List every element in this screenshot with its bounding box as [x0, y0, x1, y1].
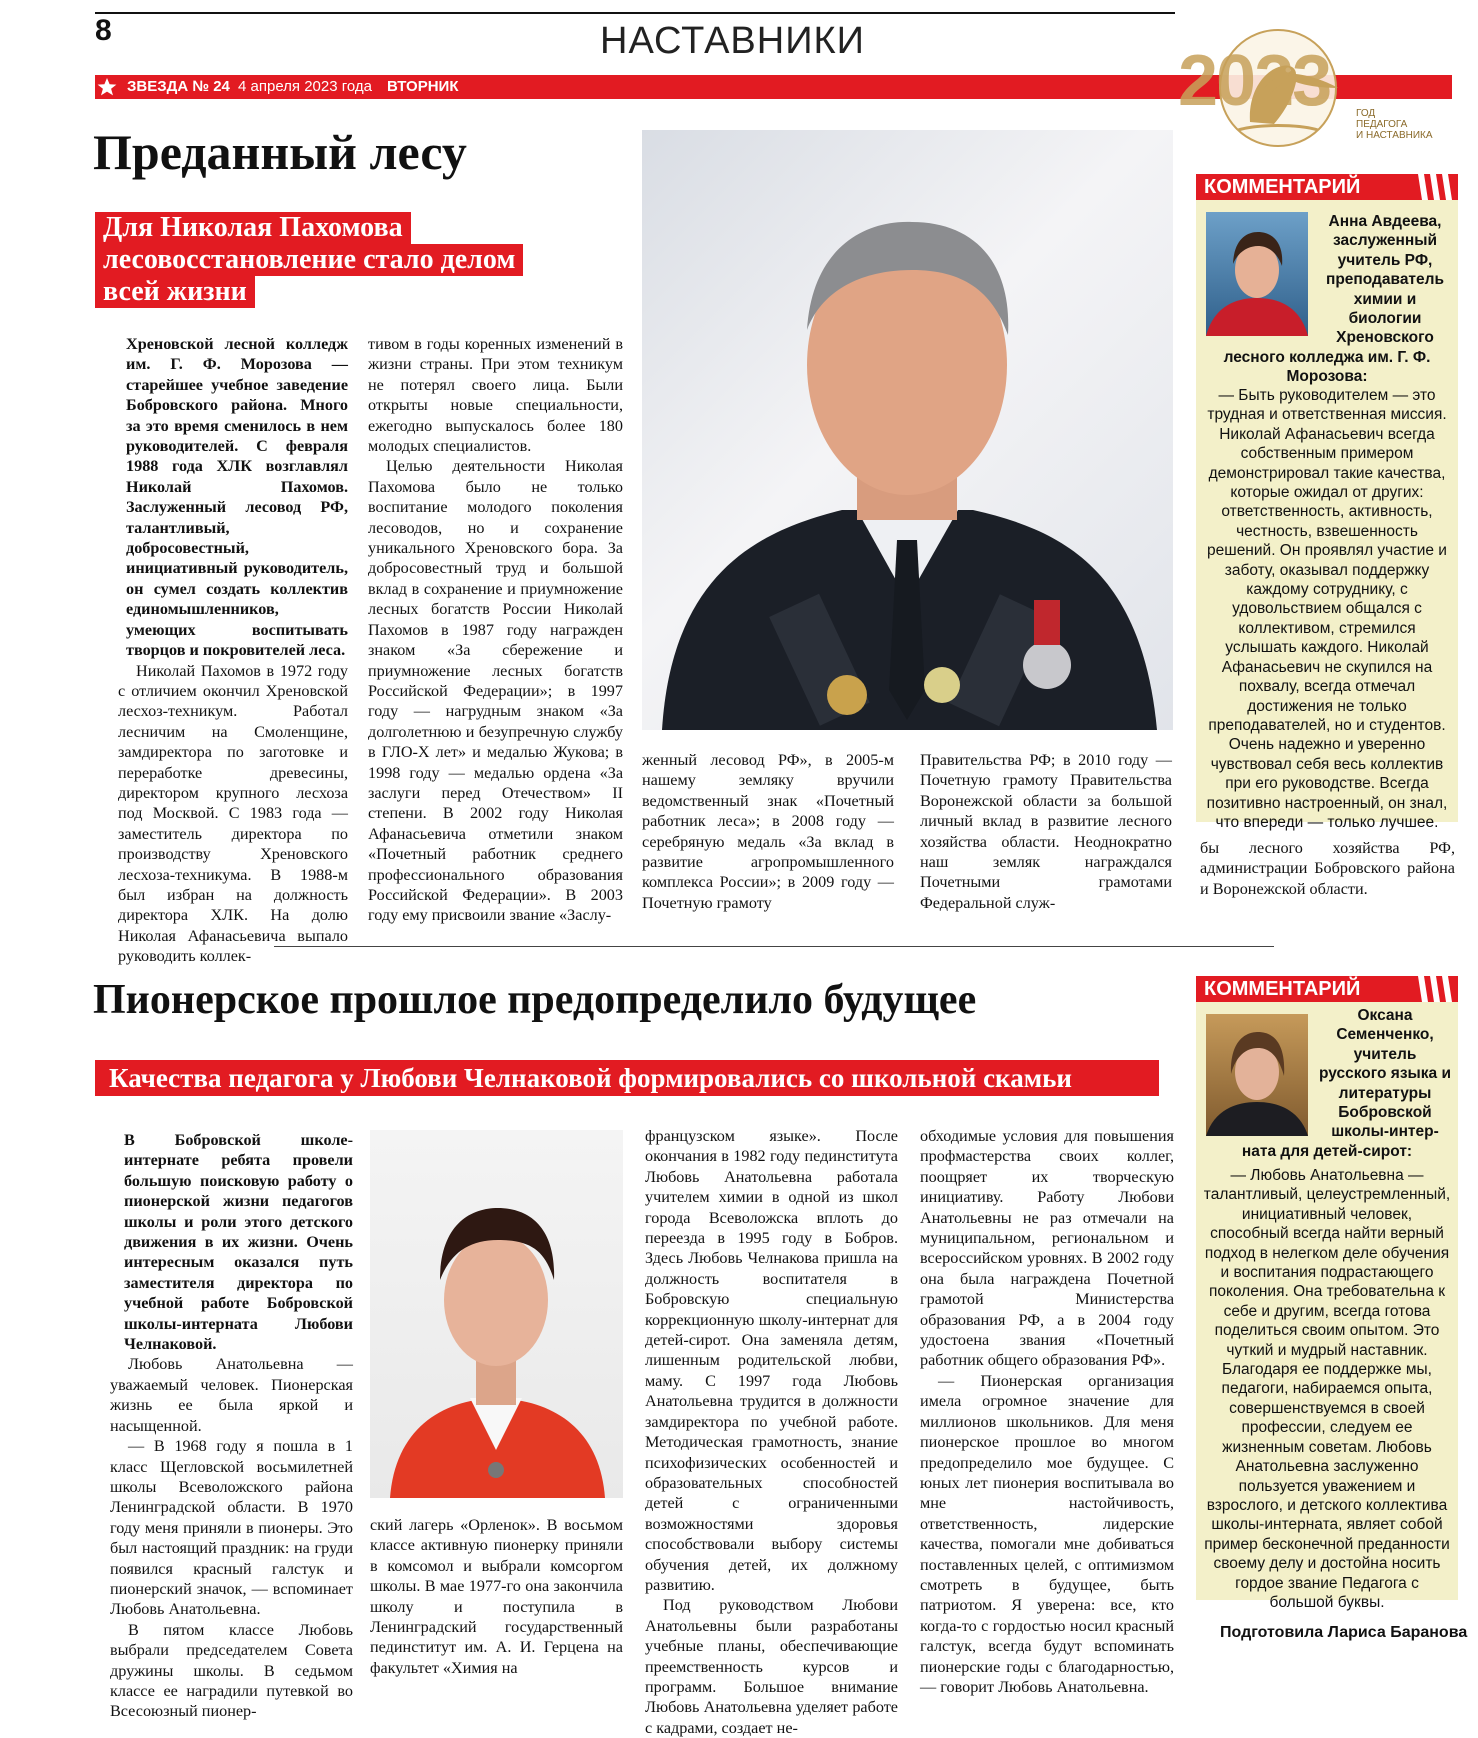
article1-paragraph: бы лесного хозяйства РФ, администрации Бобровского района и Воронежской области.: [1200, 839, 1455, 898]
portrait-woman-dark-icon: [1206, 1014, 1308, 1136]
logo-caption: [1356, 108, 1433, 141]
article2-column-4: [920, 1126, 1174, 1697]
article1-paragraph: Целью деятельности Николая Пахомова было не только воспитание молодого поколения лесоводов, но и сохранение уникального Хреновского бора. За добросовестный труд и большой вклад в сохранение и приумножение лесных богатств России Николай Пахомов в 1987 году награжден знаком «За сбережение и приумножение лесных богатств Российской Федерации»; в 1997 году — нагрудным знаком «За долголетнюю и безупречную службу в ГЛО-Х лет» и медалью Жукова; в 1998 году — медалью ордена «За заслуги перед Отечеством» II степени. В 2002 году Николая Афанасьевича отметили знаком «Почетный работник среднего профессионального образования Российской Федерации». В 2003 году ему присвоили звание «Заслу-: [368, 457, 623, 925]
section-title: НАСТАВНИКИ: [600, 20, 865, 62]
article2-subtitle: Качества педагога у Любови Челнаковой формировались со школьной скамьи: [95, 1060, 1159, 1096]
subtitle-line: лесовосстановление стало делом: [95, 244, 523, 276]
article2-paragraph: — Пионерская организация имела огромное значение для миллионов школьников. Для меня пионерское прошлое во многом предопределило мое будущее. С юных лет пионерия воспитывала во мне настойчивость, ответственность, лидерские качества, помогали мне добиваться поставленных целей, с оптимизмом смотреть в будущее, быть патриотом. Я уверена: все, кто когда-то с гордостью носил красный галстук, всегда будут вспоминать пионерские годы с благодарностью, — говорит Любовь Анатольевна.: [920, 1371, 1174, 1696]
article1-paragraph: тивом в годы коренных изменений в жизни страны. При этом техникум не потерял своего лица. Были открыты новые специальности, ежегодно выпускалось более 180 молодых специалистов.: [368, 335, 623, 456]
article2-paragraph: обходимые условия для повышения профмастерства своих коллег, поощряет их творческую инициативу. Работу Любови Анатольевны не раз отмечали на муниципальном, региональном и всероссийском уровнях. В 2002 году она была награждена Почетной грамотой Министерства образования РФ, а в 2004 году удостоена звания «Почетный работник общего образования РФ».: [920, 1127, 1174, 1370]
article2-paragraph: В пятом классе Любовь выбрали председателем Совета дружины школы. В седьмом классе ее наградили путевкой во Всесоюзный пионер-: [110, 1620, 353, 1721]
logo-caption-line: ГОД: [1356, 108, 1376, 119]
page-number: 8: [95, 14, 112, 47]
comment2-label: КОММЕНТАРИЙ: [1204, 978, 1361, 1000]
star-icon: [95, 75, 119, 99]
portrait-man-uniform-icon: [642, 130, 1173, 730]
article2-lead: В Бобровской школе-интернате ребята провели большую поисковую работу о пионерской жизни педагогов школы и роли этого детского движения в их жизни. Очень интересным оказался путь заместителя директора по учебной работе Бобровской школы-интерната Любови Челнаковой.: [124, 1131, 353, 1354]
article1-title: Преданный лесу: [93, 124, 467, 180]
article-divider: [274, 946, 1274, 947]
article1-column-5: [1200, 838, 1455, 899]
comment1-author: Анна Авдеева, заслуженный учитель РФ, преподаватель химии и биологии Хреновского: [1325, 213, 1445, 347]
comment2-author-cont: ната для детей-сирот:: [1241, 1143, 1413, 1160]
article1-column-4: [920, 750, 1172, 913]
logo-caption-line: И НАСТАВНИКА: [1356, 130, 1433, 141]
article1-column-1: [118, 334, 348, 967]
article2-photo: [370, 1130, 623, 1498]
article2-title: Пионерское прошлое предопределило будущее: [93, 977, 977, 1023]
portrait-woman-orange-icon: [370, 1130, 623, 1498]
article2-paragraph: Любовь Анатольевна — уважаемый человек. Пионерская жизнь ее была яркой и насыщенной.: [110, 1355, 353, 1435]
author-credit: Подготовила Лариса Баранова: [1220, 1624, 1468, 1641]
article2-paragraph: ский лагерь «Орленок». В восьмом классе активную пионерку приняли в комсомол и выбрали комсоргом школы. В мае 1977-го она закончила школу и поступила в Ленинградский государственный пединститут им. А. И. Герцена на факультет «Химия на: [370, 1516, 623, 1677]
subtitle-line: всей жизни: [95, 276, 255, 308]
article2-paragraph: — В 1968 году я пошла в 1 класс Щегловской восьмилетней школы Всеволожского района Ленинградской области. В 1970 году меня приняли в пионеры. Это был настоящий праздник: на груди появился красный галстук и пионерский значок, — вспоминает Любовь Анатольевна.: [110, 1437, 353, 1619]
stripes-icon: [1412, 174, 1452, 200]
comment1-header: [1196, 174, 1458, 200]
comment1-box: [1196, 200, 1458, 831]
header-rule: [95, 12, 1175, 14]
issue-date: 4 апреля 2023 года: [238, 78, 372, 95]
paper-issue: ЗВЕЗДА № 24: [127, 78, 230, 95]
comment2-box: [1196, 1002, 1458, 1611]
article1-paragraph: Николай Пахомов в 1972 году с отличием окончил Хреновской лесхоз-техникум. Работал лесничим на Смоленщине, замдиректора по заготовке и переработке древесины, директором крупного лесхоза под Москвой. С 1983 года — заместитель директора по производству Хреновского лесхоза-техникума. В 1988-м был избран на должность директора ХЛК. На долю Николая Афанасьевича выпало руководить коллек-: [118, 661, 348, 966]
article2-paragraph: Под руководством Любови Анатольевны были разработаны учебные планы, обеспечивающие преемственность курсов и программ. Большое внимание Любовь Анатольевна уделяет работе с кадрами, создает не-: [645, 1596, 898, 1737]
comment2-author: Оксана Семенченко, учитель русского языка и литературы Бобровской школы-интер-: [1319, 1007, 1451, 1141]
article1-paragraph: Правительства РФ; в 2010 году — Почетную грамоту Правительства Воронежской области за большой личный вклад в развитие лесного хозяйства области. Неоднократно наш земляк награждался Почетными грамотами Федеральной служ-: [920, 751, 1172, 912]
comment2-text: — Любовь Анатольевна — талантливый, целеустремленный, инициативный человек, способный всегда найти верный подход в нелегком деле обучения и воспитания подрастающего поколения. Она требовательна к себе и другим, всегда готова поделиться своим опытом. Это чуткий и мудрый наставник. Благодаря ее поддержке мы, педагоги, набираемся опыта, совершенствуемся в своей профессии, следуем ее жизненным советам. Любовь Анатольевна заслуженно пользуется уважением и взрослого, и детского коллектива школы-интерната, являет собой пример бесконечной преданности своему делу и достойна носить гордое звание Педагога с большой буквы.: [1203, 1167, 1451, 1611]
article2-column-1: [110, 1130, 353, 1722]
comment1-label: КОММЕНТАРИЙ: [1204, 176, 1361, 198]
comment2-header: [1196, 976, 1458, 1002]
article1-column-3: [642, 750, 894, 913]
article2-column-3: [645, 1126, 898, 1738]
comment2-photo: [1206, 1014, 1308, 1136]
article1-subtitle: [95, 212, 523, 308]
stripes-icon: [1412, 976, 1452, 1002]
issue-weekday: ВТОРНИК: [387, 78, 459, 95]
article2-paragraph: французском языке». После окончания в 1982 году пединститута Любовь Анатольевна работала учителем химии в одной из школ города Всеволожска вплоть до переезда в 1995 году в Бобров. Здесь Любовь Челнакова пришла на должность воспитателя в Бобровскую специальную коррекционную школу-интернат для детей-сирот. Она заменяла детям, лишенным родительской любви, маму. С 1997 года Любовь Анатольевна трудится в должности замдиректора по учебной работе. Методическая грамотность, знание психофизических особенностей и образовательных способностей детей с ограниченными возможностями здоровья способствовали выбору системы обучения детей, их должному развитию.: [645, 1127, 898, 1594]
year-of-teacher-logo: [1178, 12, 1458, 160]
portrait-woman-red-icon: [1206, 212, 1308, 336]
logo-caption-line: ПЕДАГОГА: [1356, 119, 1408, 130]
article2-column-2: [370, 1515, 623, 1678]
subtitle-line: Для Николая Пахомова: [95, 212, 411, 244]
article1-paragraph: женный лесовод РФ», в 2005-м нашему земляку вручили ведомственный знак «Почетный работник леса»; в 2008 году — серебряную медаль «За вклад в развитие агропромышленного комплекса России»; в 2009 году — Почетную грамоту: [642, 751, 894, 912]
comment1-author-cont: лесного колледжа им. Г. Ф. Морозова:: [1223, 349, 1431, 386]
article1-column-2: [368, 334, 623, 926]
article1-photo: [642, 130, 1173, 730]
article1-lead: Хреновской лесной колледж им. Г. Ф. Морозова — старейшее учебное заведение Бобровского района. Много за это время сменилось в нем руководителей. С февраля 1988 года ХЛК возглавлял Николай Пахомов. Заслуженный лесовод РФ, талантливый, добросовестный, инициативный руководитель, он сумел создать коллектив единомышленников, умеющих воспитывать творцов и покровителей леса.: [126, 335, 348, 660]
comment1-photo: [1206, 212, 1308, 336]
logo-year: 2023: [1178, 41, 1331, 121]
comment1-text: — Быть руководителем — это трудная и ответственная миссия. Николай Афанасьевич всегда собственным примером демонстрировал такие качества, которые ожидал от других: ответственность, активность, честность, взвешенность решений. Он проявлял участие и заботу, оказывал поддержку каждому сотруднику, с удовольствием общался с коллективом, стремился услышать каждого. Николай Афанасьевич не скупился на похвалу, всегда отмечал достижения не только преподавателей, но и студентов. Очень надежно и уверенно чувствовал себя весь коллектив при его руководстве. Всегда позитивно настроенный, он знал, что впереди — только лучшее.: [1206, 387, 1448, 831]
